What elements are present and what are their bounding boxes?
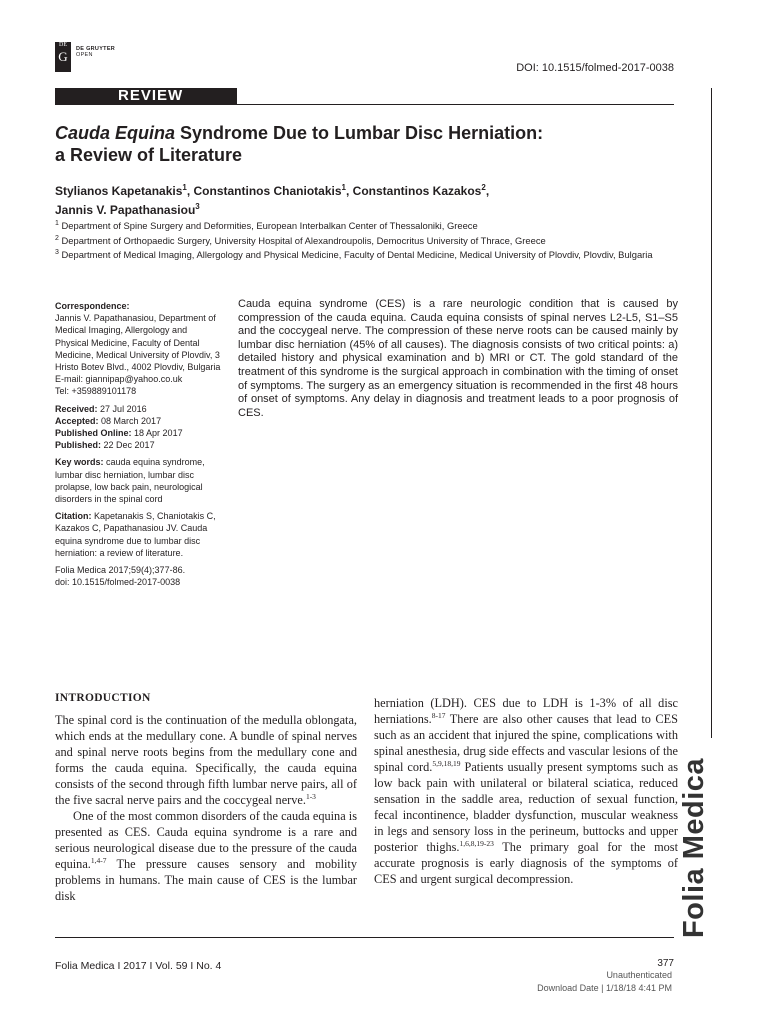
publisher-name <box>76 46 115 58</box>
author-affil-sup: 1 <box>341 183 346 192</box>
journal-side-title <box>674 753 749 943</box>
author-affil-sup: 1 <box>182 183 187 192</box>
keywords-label: Key words: <box>55 457 104 468</box>
author-name: Constantinos Kazakos <box>352 184 482 198</box>
body-column-left <box>55 690 357 904</box>
author-list <box>55 180 595 218</box>
title-italic: Cauda Equina <box>55 123 176 143</box>
body-column-right <box>374 695 678 887</box>
received-date: 27 Jul 2016 <box>100 403 147 414</box>
article-title <box>55 122 655 166</box>
paragraph-text: The primary goal for the most accurate prognosis is early diagnosis of the symptoms of CES and urgent surgical decompression. <box>374 840 678 886</box>
accepted-label: Accepted: <box>55 415 99 426</box>
paragraph-text: herniation (LDH). CES due to LDH is 1-3% of all disc herniations. <box>374 696 678 726</box>
affiliation-num: 1 <box>55 220 59 227</box>
affiliation-num: 2 <box>55 234 59 242</box>
affiliation-num: 3 <box>55 249 59 257</box>
paragraph <box>55 808 357 904</box>
citation-label: Citation: <box>55 511 92 522</box>
author-sep: , <box>186 184 194 198</box>
citation-ref[interactable]: 1-3 <box>305 791 316 801</box>
correspondence-label: Correspondence: <box>55 301 130 311</box>
citation-block <box>55 510 223 559</box>
citation-text: Kapetanakis S, Chaniotakis C, Kazakos C, Papathanasiou JV. Cauda equina syndrome due to lumbar disc herniation: a review of literature. <box>55 511 216 558</box>
author-affil-sup: 3 <box>195 202 200 211</box>
paragraph <box>55 712 357 808</box>
side-rule <box>711 88 712 738</box>
author-name: Jannis V. Papathanasiou <box>55 203 196 217</box>
logo-top-text: DE <box>59 42 67 48</box>
keywords-block <box>55 456 223 505</box>
published-online-label: Published Online: <box>55 428 132 439</box>
keywords-text: cauda equina syndrome, lumbar disc herniation, lumbar disc prolapse, low back pain, neurological disorders in the spinal cord <box>55 457 205 505</box>
journal-ref: Folia Medica 2017;59(4);377-86. <box>55 565 186 576</box>
title-line1: Syndrome Due to Lumbar Disc Herniation: <box>175 123 544 143</box>
footer-rule <box>55 937 674 938</box>
affiliation <box>55 218 675 233</box>
publisher-name-text: DE GRUYTER <box>76 46 116 52</box>
journal-side-text: Folia Medica <box>678 757 710 939</box>
author-name: Stylianos Kapetanakis <box>55 184 183 198</box>
section-heading: INTRODUCTION <box>55 692 151 704</box>
citation-ref[interactable]: 1,4-7 <box>90 855 107 865</box>
title-line2: a Review of Literature <box>55 145 243 165</box>
affiliation-text: Department of Spine Surgery and Deformities, European Interbalkan Center of Thessaloniki, Greece <box>61 220 478 232</box>
abstract: Cauda equina syndrome (CES) is a rare neurologic condition that is caused by compression of the cauda equina. Cauda equina consists of spinal nerves L2-L5, S1–S5 and the coccygeal nerve. The compression of these nerve roots can be caused mainly by lumbar disc herniation (45% of all causes). The diagnosis consists of two critical points: a) detailed history and physical examination and b) MRI or CT. The gold standard of the treatment of this syndrome is the surgical approach in combination with the timing of onset of symptoms. The surgery as an emergency situation is recommended in the first 48 hours of onset of symptoms. Any delay in diagnosis and treatment leads to a poor prognosis of CES. <box>238 298 678 419</box>
journal-doi[interactable]: doi: 10.1515/folmed-2017-0038 <box>55 577 181 588</box>
paragraph-text: One of the most common disorders of the cauda equina is presented as CES. Cauda equina syndrome is a rare and serious neurological disease due to the pressure of the cauda equina. <box>55 809 357 871</box>
paragraph-text: The spinal cord is the continuation of the medulla oblongata, which ends at the medullary cone. A bundle of spinal nerves and spinal nerve roots begins from the medullary cone and forms the cauda equina. Specifically, the cauda equina consists of the second through fifth lumbar nerve pairs, all of the five sacral nerve pairs and the coccygeal nerve. <box>55 713 357 807</box>
article-info-sidebar <box>55 300 223 593</box>
publisher-sub-text: OPEN <box>76 52 93 58</box>
paragraph-text: Patients usually present symptoms such as low back pain with unilateral or bilateral sciatica, reduced sensation in the saddle area, reduction of sexual function, fecal incontinence, bladder dysfunction, muscular weakness in legs and sensory loss in the perineum, buttocks and upper posterior thighs. <box>374 760 679 854</box>
logo-letter: G <box>58 49 68 64</box>
affiliation-text: Department of Medical Imaging, Allergology and Physical Medicine, Faculty of Dental Medicine, Medical University of Plovdiv, Plovdiv, Bulgaria <box>61 249 653 261</box>
citation-ref[interactable]: 5,9,18,19 <box>432 758 461 768</box>
affiliation <box>55 233 675 248</box>
affiliation <box>55 247 675 262</box>
author-sep: , <box>345 184 353 198</box>
author-name: Constantinos Chaniotakis <box>193 184 342 198</box>
page-number: 377 <box>657 958 674 969</box>
citation-ref[interactable]: 8-17 <box>431 710 446 720</box>
published-label: Published: <box>55 440 102 451</box>
published-online-date: 18 Apr 2017 <box>134 428 183 439</box>
accepted-date: 08 March 2017 <box>101 415 162 426</box>
paragraph <box>374 695 678 887</box>
correspondence-email[interactable]: E-mail: giannipap@yahoo.co.uk <box>55 374 183 385</box>
journal-ref-block <box>55 564 223 588</box>
correspondence-tel: Tel: +359889101178 <box>55 386 137 397</box>
received-label: Received: <box>55 403 98 414</box>
article-doi[interactable]: DOI: 10.1515/folmed-2017-0038 <box>516 62 674 74</box>
correspondence-text: Jannis V. Papathanasiou, Department of Medical Imaging, Allergology and Physical Medicine, Faculty of Dental Medicine, Medical University of Plovdiv, 3 Hristo Botev Blvd., 4002 Plovdiv, Bulgaria <box>55 313 221 373</box>
paragraph-text: There are also other causes that lead to CES such as an accident that injured the spine, complications with spinal anesthesia, drug side effects and vascular lesions of the spinal cord. <box>374 712 678 774</box>
paragraph-text: The pressure causes sensory and mobility problems in humans. The main cause of CES is the lumbar disk <box>55 857 357 903</box>
download-date: Download Date | 1/18/18 4:41 PM <box>537 983 672 993</box>
header-rule <box>55 104 674 105</box>
affiliations <box>55 218 675 262</box>
published-date: 22 Dec 2017 <box>103 440 155 451</box>
access-status: Unauthenticated <box>606 970 672 980</box>
author-sep: , <box>485 184 490 198</box>
section-label: REVIEW <box>118 87 184 104</box>
footer-journal: Folia Medica I 2017 I Vol. 59 I No. 4 <box>55 960 222 972</box>
correspondence-block <box>55 300 223 398</box>
citation-ref[interactable]: 1,6,8,19-23 <box>459 838 494 848</box>
publisher-logo <box>55 42 71 72</box>
author-affil-sup: 2 <box>481 183 486 192</box>
dates-block <box>55 403 223 452</box>
affiliation-text: Department of Orthopaedic Surgery, University Hospital of Alexandroupolis, Democritus University of Thrace, Greece <box>61 234 546 246</box>
